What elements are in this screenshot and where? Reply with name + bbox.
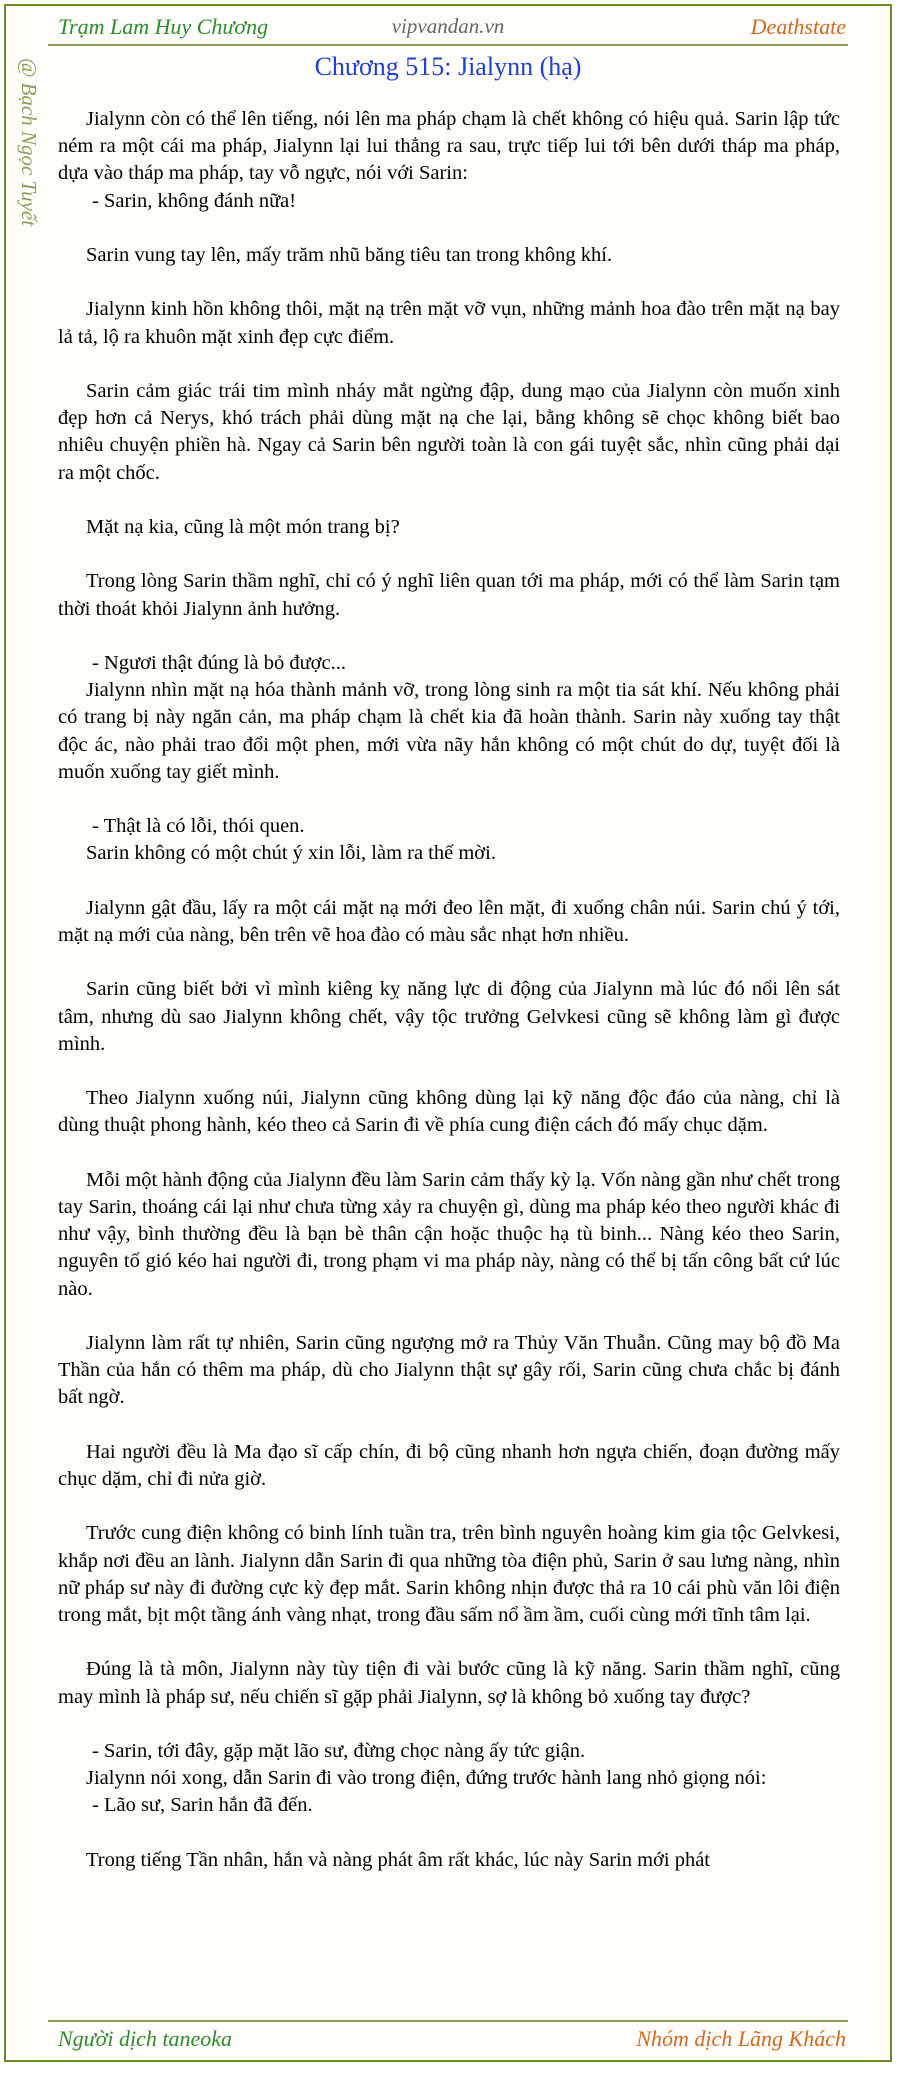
paragraph: Jialynn gật đầu, lấy ra một cái mặt nạ mới đeo lên mặt, đi xuống chân núi. Sarin chú ý tới, mặt nạ mới của nàng, bên trên vẽ hoa đào có màu sắc nhạt hơn nhiều. [58,896,840,946]
document-page [4,4,892,2062]
paragraph: Jialynn kinh hồn không thôi, mặt nạ trên mặt vỡ vụn, những mảnh hoa đào trên mặt nạ bay lả tả, lộ ra khuôn mặt xinh đẹp cực điểm. [58,298,840,348]
footer-group: Nhóm dịch Lãng Khách [636,2026,846,2051]
header-author: Deathstate [750,14,846,39]
page-footer [48,2020,848,2056]
dialogue-line: - Sarin, tới đây, gặp mặt lão sư, đừng chọc nàng ấy tức giận. [92,1739,586,1762]
paragraph: Mỗi một hành động của Jialynn đều làm Sarin cảm thấy kỳ lạ. Vốn nàng gần như chết trong tay Sarin, thoáng cái lại như chưa từng xảy ra chuyện gì, dùng ma pháp kéo theo người khác đi như vậy, bình thường đều là bạn bè thân cận hoặc thuộc hạ tù binh... Nàng kéo theo Sarin, nguyên tố gió kéo hai người đi, trong phạm vi ma pháp này, nàng có thể bị tấn công bất cứ lúc nào. [58,1168,840,1300]
paragraph: Jialynn làm rất tự nhiên, Sarin cũng ngượng mở ra Thủy Văn Thuẫn. Cũng may bộ đồ Ma Thần của hắn có thêm ma pháp, dù cho Jialynn thật sự gây rối, Sarin cũng chưa chắc bị đánh bất ngờ. [58,1331,840,1409]
header-site-name: Trạm Lam Huy Chương [58,14,269,39]
paragraph: Jialynn nói xong, dẫn Sarin đi vào trong điện, đứng trước hành lang nhỏ giọng nói: [86,1767,767,1790]
paragraph: Sarin cảm giác trái tim mình nháy mắt ngừng đập, dung mạo của Jialynn còn muốn xinh đẹp hơn cả Nerys, khó trách phải dùng mặt nạ che lại, bằng không sẽ chọc không biết bao nhiêu chuyện phiền hà. Ngay cả Sarin bên người toàn là con gái tuyệt sắc, nhìn cũng phải dại ra một chốc. [58,379,840,484]
paragraph: Hai người đều là Ma đạo sĩ cấp chín, đi bộ cũng nhanh hơn ngựa chiến, đoạn đường mấy chục dặm, chỉ đi nửa giờ. [58,1440,840,1490]
dialogue-line: - Thật là có lỗi, thói quen. [92,815,305,838]
paragraph: Sarin không có một chút ý xin lỗi, làm ra thế mời. [86,842,496,865]
paragraph: Sarin cũng biết bởi vì mình kiêng kỵ năng lực di động của Jialynn mà lúc đó nổi lên sát tâm, nhưng dù sao Jialynn không chết, vậy tộc trưởng Gelvkesi cũng sẽ không làm gì được mình. [58,978,840,1055]
paragraph: Trong lòng Sarin thầm nghĩ, chỉ có ý nghĩ liên quan tới ma pháp, mới có thể làm Sarin tạm thời thoát khỏi Jialynn ảnh hưởng. [58,570,840,620]
paragraph: Đúng là tà môn, Jialynn này tùy tiện đi vài bước cũng là kỹ năng. Sarin thầm nghĩ, cũng may mình là pháp sư, nếu chiến sĩ gặp phải Jialynn, sợ là không bỏ xuống tay được? [58,1658,840,1708]
side-watermark: @ Bạch Ngọc Tuyết [17,58,41,227]
header-domain: vipvandan.vn [391,14,505,38]
paragraph: Trong tiếng Tần nhân, hắn và nàng phát âm rất khác, lúc này Sarin mới phát [86,1848,710,1871]
chapter-body [58,106,840,1874]
paragraph: Jialynn còn có thể lên tiếng, nói lên ma pháp chạm là chết không có hiệu quả. Sarin lập tức ném ra một cái ma pháp, Jialynn lại lui thẳng ra sau, trực tiếp lui tới bên dưới tháp ma pháp, dựa vào tháp ma pháp, tay vỗ ngực, nói với Sarin: [58,108,840,185]
paragraph: Mặt nạ kia, cũng là một món trang bị? [86,515,400,538]
paragraph: Sarin vung tay lên, mấy trăm nhũ băng tiêu tan trong không khí. [86,244,613,266]
page-header [48,10,848,46]
paragraph: Jialynn nhìn mặt nạ hóa thành mảnh vỡ, trong lòng sinh ra một tia sát khí. Nếu không phải có trang bị này ngăn cản, ma pháp chạm là chết kia đã hoàn thành. Sarin này xuống tay thật độc ác, nào phải trao đổi một phen, mới vừa nãy hắn không có một chút do dự, tuyệt đối là muốn xuống tay giết mình. [58,679,840,783]
dialogue-line: - Ngươi thật đúng là bỏ được... [92,651,346,674]
paragraph: Trước cung điện không có binh lính tuần tra, trên bình nguyên hoàng kim gia tộc Gelvkesi, khắp nơi đều an lành. Jialynn dẫn Sarin đi qua những tòa điện phủ, Sarin ở sau lưng nàng, nhìn nữ pháp sư này đi đường cực kỳ đẹp mắt. Sarin không nhịn được thả ra 10 cái phù văn lôi điện trong mắt, bịt một tầng ánh vàng nhạt, trong đầu sấm nổ ầm ầm, cuối cùng mới tĩnh tâm lại. [58,1522,840,1626]
footer-translator: Người dịch taneoka [58,2026,233,2051]
chapter-title: Chương 515: Jialynn (hạ) [314,52,582,81]
dialogue-line: - Sarin, không đánh nữa! [92,189,297,212]
dialogue-line: - Lão sư, Sarin hắn đã đến. [92,1794,313,1817]
paragraph: Theo Jialynn xuống núi, Jialynn cũng không dùng lại kỹ năng độc đáo của nàng, chỉ là dùng thuật phong hành, kéo theo cả Sarin đi về phía cung điện cách đó mấy chục dặm. [58,1087,840,1137]
